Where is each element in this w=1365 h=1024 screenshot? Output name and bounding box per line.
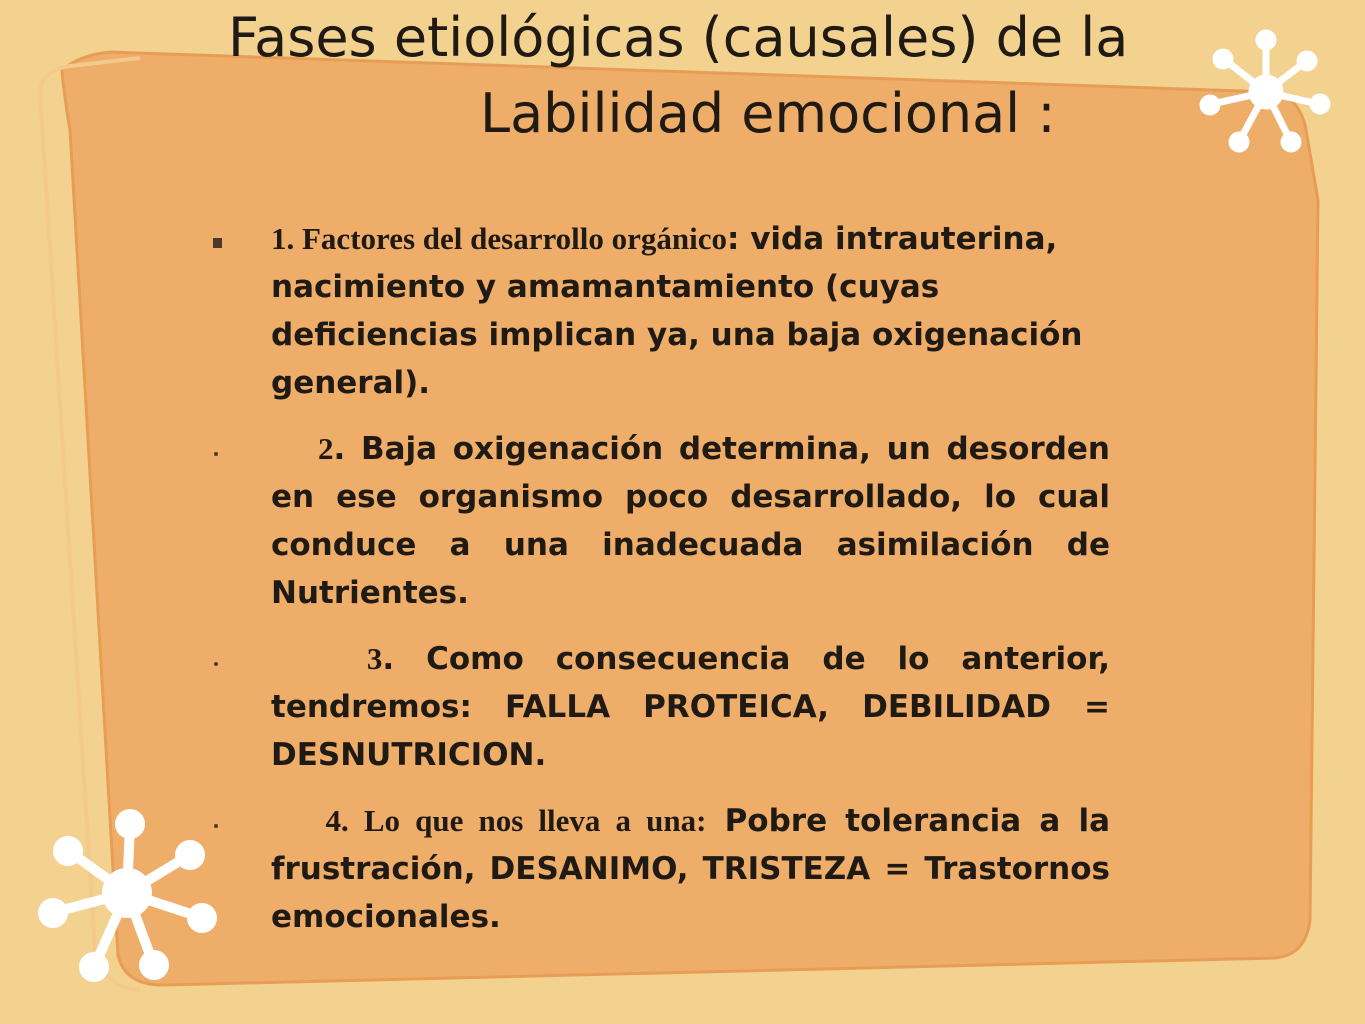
list-item bbox=[205, 635, 1110, 779]
dot-bullet-icon bbox=[214, 452, 218, 456]
square-bullet-icon bbox=[213, 238, 222, 248]
bullet-list bbox=[205, 215, 1110, 959]
item-lead: 4. Lo que nos lleva a una: bbox=[325, 803, 707, 838]
title-line-1: Fases etiológicas (causales) de la bbox=[228, 6, 1129, 69]
item-body: . Como consecuencia de lo anterior, tendremos: FALLA PROTEICA, DEBILIDAD = DESNUTRICION. bbox=[271, 641, 1110, 773]
title-line-2: Labilidad emocional : bbox=[480, 82, 1056, 145]
slide-title bbox=[140, 0, 1200, 152]
item-body: Pobre tolerancia a la frustración, DESANIMO, TRISTEZA = Trastornos emocionales. bbox=[271, 803, 1110, 935]
list-item bbox=[205, 215, 1110, 407]
dot-bullet-icon bbox=[214, 824, 218, 828]
dot-bullet-icon bbox=[214, 662, 218, 666]
item-body: . Baja oxigenación determina, un desorden en ese organismo poco desarrollado, lo cual conduce a una inadecuada asimilación de Nutrientes. bbox=[271, 431, 1110, 611]
item-lead: 1. Factores del desarrollo orgánico bbox=[271, 221, 728, 256]
item-body: : vida intrauterina, nacimiento y amamantamiento (cuyas deficiencias implican ya, una baja oxigenación general). bbox=[271, 221, 1083, 401]
list-item bbox=[205, 797, 1110, 941]
list-item bbox=[205, 425, 1110, 617]
item-lead: 2 bbox=[318, 431, 334, 466]
item-lead: 3 bbox=[366, 641, 383, 676]
